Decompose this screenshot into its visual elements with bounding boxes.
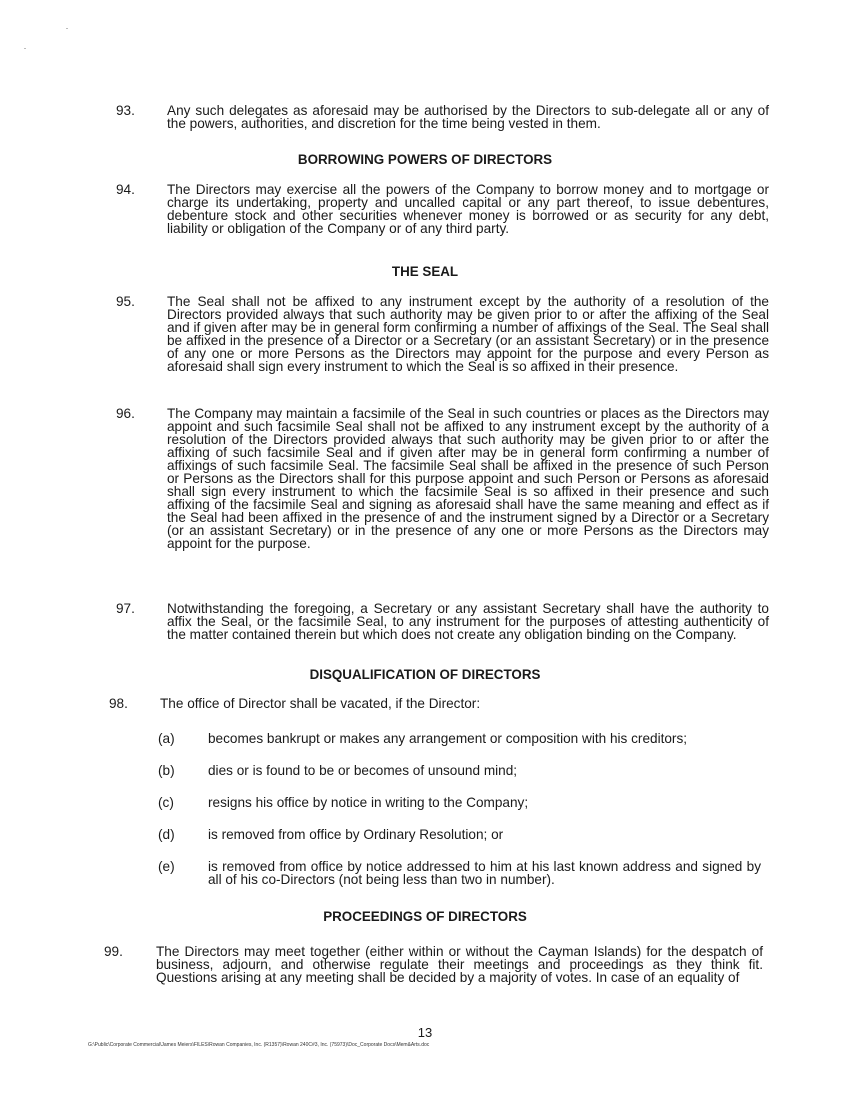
sub-clause-letter: (a)	[158, 731, 175, 746]
clause-text: The office of Director shall be vacated, if the Director:	[160, 696, 481, 711]
section-heading-the-seal: THE SEAL	[391, 264, 459, 279]
section-heading-borrowing-powers: BORROWING POWERS OF DIRECTORS	[297, 152, 553, 167]
clause-number: 94.	[116, 182, 135, 197]
sub-clause-letter: (b)	[158, 763, 175, 778]
sub-clause-text: dies or is found to be or becomes of unsound mind;	[208, 763, 518, 778]
sub-clause-letter: (e)	[158, 859, 175, 874]
clause-number: 97.	[116, 601, 135, 616]
clause-text: The Directors may exercise all the powers of the Company to borrow money and to mortgage or charge its undertaking, property and uncalled capital or any part thereof, to issue debentures, debenture stock and other securities whenever money is borrowed or as security for any debt, liability or obligation of the Company or of any third party.	[167, 182, 769, 236]
scan-speck	[66, 28, 68, 29]
clause-number: 96.	[116, 406, 135, 421]
clause-number: 99.	[104, 944, 123, 959]
clause-text: The Company may maintain a facsimile of the Seal in such countries or places as the Directors may appoint and such facsimile Seal shall not be affixed to any instrument except by the authority of a resolution of the Directors provided always that such authority may be given prior to or after the affixing of such facsimile Seal and if given after may be in general form confirming a number of affixings of such facsimile Seal. The facsimile Seal shall be affixed in the presence of such Person or Persons as the Directors shall for this purpose appoint and such Person or Persons as aforesaid shall sign every instrument to which the facsimile Seal is so affixed in their presence and such affixing of the facsimile Seal and signing as aforesaid shall have the same meaning and effect as if the Seal had been affixed in the presence of and the instrument signed by a Director or a Secretary (or an assistant Secretary) or in the presence of any one or more Persons as the Directors may appoint for the purpose.	[167, 406, 769, 551]
sub-clause-text: is removed from office by notice addressed to him at his last known address and signed by all of his co-Directors (not being less than two in number).	[208, 859, 761, 887]
sub-clause-letter: (c)	[158, 795, 174, 810]
clause-text: Any such delegates as aforesaid may be authorised by the Directors to sub-delegate all or any of the powers, authorities, and discretion for the time being vested in them.	[167, 103, 769, 131]
section-heading-proceedings: PROCEEDINGS OF DIRECTORS	[323, 909, 527, 924]
clause-text: The Seal shall not be affixed to any instrument except by the authority of a resolution of the Directors provided always that such authority may be given prior to or after the affixing of the Seal and if given after may be in general form confirming a number of affixings of the Seal. The Seal shall be affixed in the presence of a Director or a Secretary (or an assistant Secretary) or in the presence of any one or more Persons as the Directors may appoint for the purpose and every Person as aforesaid shall sign every instrument to which the Seal is so affixed in their presence.	[167, 294, 769, 374]
clause-text: Notwithstanding the foregoing, a Secretary or any assistant Secretary shall have the authority to affix the Seal, or the facsimile Seal, to any instrument for the purposes of attesting authenticity of the matter contained therein but which does not create any obligation binding on the Company.	[167, 601, 769, 642]
page-number: 13	[417, 1025, 433, 1040]
sub-clause-text: is removed from office by Ordinary Resolution; or	[208, 827, 504, 842]
clause-number: 98.	[109, 696, 128, 711]
sub-clause-text: becomes bankrupt or makes any arrangement or composition with his creditors;	[208, 731, 688, 746]
section-heading-disqualification: DISQUALIFICATION OF DIRECTORS	[309, 667, 541, 682]
footer-file-path: G:\Public\Corporate Commercial\James Meiers\FILES\Rowan Companies, Inc. (R1357)\Rowan 240C#3, Inc. (75973)\Doc_Corporate Docs\Mem&Arts.doc	[88, 1042, 430, 1048]
clause-text: The Directors may meet together (either within or without the Cayman Islands) for the despatch of business, adjourn, and otherwise regulate their meetings and proceedings as they think fit. Questions arising at any meeting shall be decided by a majority of votes. In case of an equality of	[156, 944, 763, 985]
clause-number: 93.	[116, 103, 135, 118]
clause-number: 95.	[116, 294, 135, 309]
sub-clause-letter: (d)	[158, 827, 175, 842]
sub-clause-text: resigns his office by notice in writing to the Company;	[208, 795, 529, 810]
scan-speck	[24, 48, 26, 49]
